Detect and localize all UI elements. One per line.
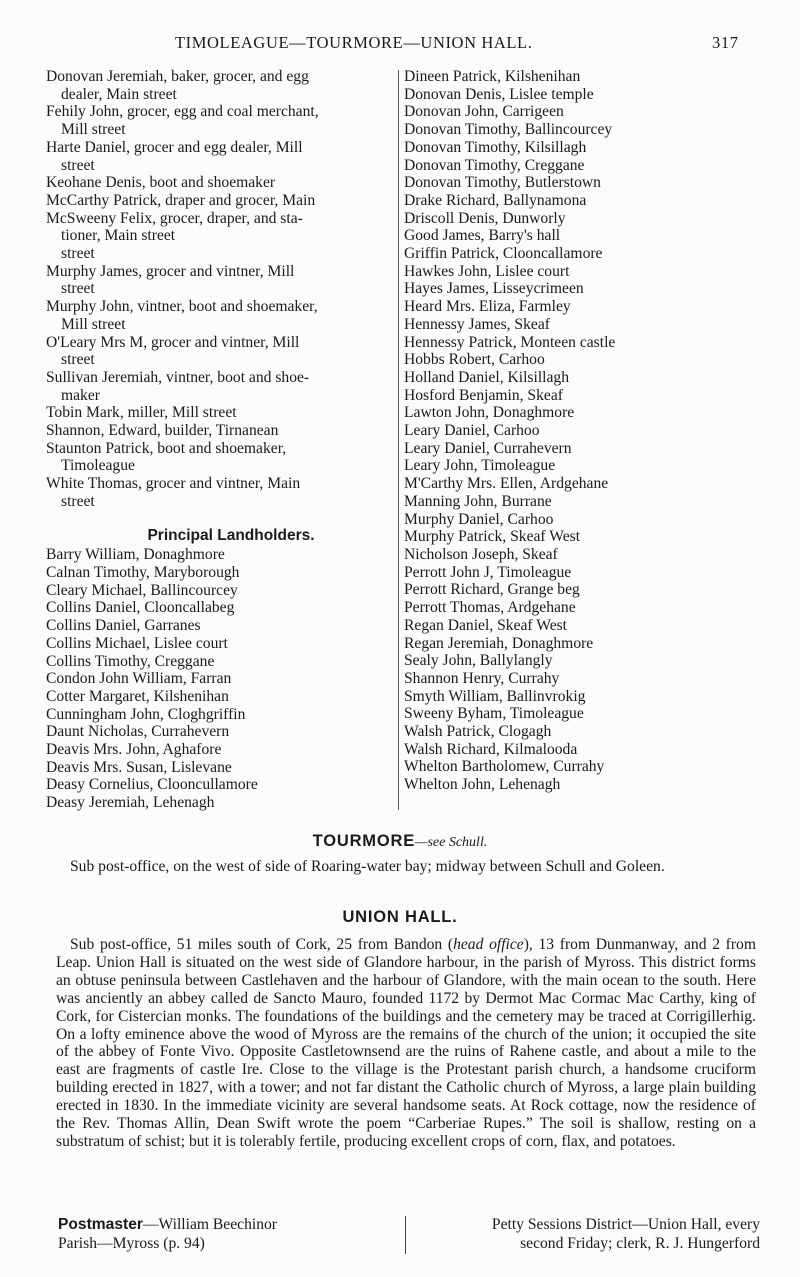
trader-entry	[46, 139, 386, 174]
landholder-entry: Whelton Bartholomew, Currahy	[404, 758, 605, 776]
landholder-entry: Shannon Henry, Currahy	[404, 669, 560, 687]
trader-name-line: McSweeny Felix, grocer, draper, and sta-	[46, 209, 303, 227]
trader-entry	[46, 68, 386, 103]
footer-right	[420, 1215, 760, 1253]
landholder-entry: Hennessy James, Skeaf	[404, 315, 550, 333]
landholder-entry: Nicholson Joseph, Skeaf	[404, 545, 558, 563]
tourmore-title: TOURMORE	[312, 832, 416, 850]
landholder-entry: Deasy Cornelius, Clooncullamore	[46, 776, 258, 794]
landholder-entry: Cleary Michael, Ballincourcey	[46, 581, 238, 599]
tourmore-heading	[0, 832, 800, 851]
landholder-entry: Hawkes John, Lislee court	[404, 262, 570, 280]
trader-name-line: Harte Daniel, grocer and egg dealer, Mill	[46, 138, 303, 156]
parish-value: —Myross (p. 94)	[96, 1235, 205, 1252]
landholder-entry: Walsh Richard, Kilmalooda	[404, 740, 578, 758]
landholder-entry: Perrott Thomas, Ardgehane	[404, 599, 576, 617]
landholder-entry: Driscoll Denis, Dunworly	[404, 209, 566, 227]
trader-entry	[46, 263, 386, 298]
trader-entry	[46, 192, 386, 210]
trader-name-line: Tobin Mark, miller, Mill street	[46, 404, 237, 422]
postmaster-line	[58, 1215, 398, 1234]
landholder-entry: Hobbs Robert, Carhoo	[404, 351, 545, 369]
landholder-entry: Sweeny Byham, Timoleague	[404, 705, 584, 723]
trader-name-line: Fehily John, grocer, egg and coal merchant,	[46, 103, 319, 121]
trader-continuation-line: maker	[61, 386, 100, 404]
landholder-entry: Deavis Mrs. John, Aghafore	[46, 741, 222, 759]
landholder-entry: Drake Richard, Ballynamona	[404, 191, 587, 209]
trader-name-line: Donovan Jeremiah, baker, grocer, and egg	[46, 68, 309, 85]
trader-continuation-line: street	[61, 156, 95, 174]
trader-entry	[46, 298, 386, 333]
landholders-list-right	[404, 68, 754, 794]
landholder-entry: Leary Daniel, Currahevern	[404, 439, 572, 457]
head-office-emphasis: head office	[453, 936, 524, 953]
petty-sessions-line-1: Petty Sessions District—Union Hall, every	[491, 1216, 760, 1233]
landholder-entry: Collins Daniel, Clooncallabeg	[46, 599, 235, 617]
column-divider	[398, 70, 399, 810]
landholder-entry: Sealy John, Ballylangly	[404, 652, 553, 670]
trader-entry	[46, 334, 386, 369]
trader-continuation-line: Timoleague	[61, 457, 135, 475]
landholder-entry: Daunt Nicholas, Currahevern	[46, 723, 230, 741]
landholder-entry: Collins Daniel, Garranes	[46, 617, 201, 635]
landholder-entry: Deasy Jeremiah, Lehenagh	[46, 794, 215, 812]
landholder-entry: Donovan Timothy, Kilsillagh	[404, 138, 587, 156]
page-number: 317	[712, 33, 739, 52]
trader-continuation-line: street	[61, 351, 95, 369]
trader-entry	[46, 174, 386, 192]
trader-entry	[46, 422, 386, 440]
union-hall-paragraph	[56, 936, 756, 1151]
landholder-entry: Griffin Patrick, Clooncallamore	[404, 245, 603, 263]
right-column	[404, 68, 754, 794]
trader-entry	[46, 103, 386, 138]
trader-continuation-line: dealer, Main street	[61, 85, 177, 103]
landholder-entry: Perrott John J, Timoleague	[404, 563, 572, 581]
landholder-entry: Holland Daniel, Kilsillagh	[404, 368, 570, 386]
tourmore-paragraph: Sub post-office, on the west of side of Roaring-water bay; midway between Schull and Goleen.	[70, 858, 665, 875]
union-hall-text-start: Sub post-office, 51 miles south of Cork, 25 from Bandon (	[70, 936, 454, 953]
landholder-entry: M'Carthy Mrs. Ellen, Ardgehane	[404, 475, 609, 493]
landholder-entry: Leary Daniel, Carhoo	[404, 422, 540, 440]
trader-entry	[46, 475, 386, 510]
landholder-entry: Collins Michael, Lislee court	[46, 634, 228, 652]
landholder-entry: Manning John, Burrane	[404, 492, 552, 510]
trader-name-line: Murphy John, vintner, boot and shoemaker,	[46, 298, 318, 316]
landholder-entry: Murphy Patrick, Skeaf West	[404, 528, 581, 546]
landholders-list-left	[46, 546, 386, 812]
trader-entry	[46, 210, 386, 263]
trader-continuation-line: tioner, Main street	[61, 227, 176, 245]
landholder-entry: Collins Timothy, Creggane	[46, 652, 215, 670]
trader-continuation-line: street	[61, 280, 95, 298]
trader-continuation-line: street	[61, 492, 95, 510]
footer-divider	[405, 1216, 406, 1254]
trader-name-line: Shannon, Edward, builder, Tirnanean	[46, 422, 279, 440]
trader-continuation-line: Mill street	[61, 121, 126, 139]
landholder-entry: Donovan Timothy, Creggane	[404, 156, 585, 174]
landholder-entry: Hennessy Patrick, Monteen castle	[404, 333, 616, 351]
trader-name-line: Keohane Denis, boot and shoemaker	[46, 174, 276, 192]
landholder-entry: Lawton John, Donaghmore	[404, 404, 575, 422]
parish-label: Parish	[58, 1235, 97, 1252]
landholder-entry: Walsh Patrick, Clogagh	[404, 723, 552, 741]
landholder-entry: Leary John, Timoleague	[404, 457, 556, 475]
landholder-entry: Donovan Timothy, Butlerstown	[404, 174, 601, 192]
trader-name-line: Staunton Patrick, boot and shoemaker,	[46, 439, 287, 457]
running-title: TIMOLEAGUE—TOURMORE—UNION HALL.	[175, 33, 533, 52]
landholder-entry: Regan Daniel, Skeaf West	[404, 616, 568, 634]
landholder-entry: Smyth William, Ballinvrokig	[404, 687, 586, 705]
postmaster-label: Postmaster	[58, 1216, 143, 1233]
landholder-entry: Hosford Benjamin, Skeaf	[404, 386, 563, 404]
trader-continuation-line: Mill street	[61, 315, 126, 333]
trader-name-line: McCarthy Patrick, draper and grocer, Main	[46, 191, 316, 209]
landholder-entry: Murphy Daniel, Carhoo	[404, 510, 554, 528]
trader-name-line: Murphy James, grocer and vintner, Mill	[46, 262, 295, 280]
landholder-entry: Calnan Timothy, Maryborough	[46, 563, 240, 581]
landholder-entry: Deavis Mrs. Susan, Lislevane	[46, 758, 232, 776]
landholder-entry: Condon John William, Farran	[46, 670, 232, 688]
union-hall-text-rest: ), 13 from Dunmanway, and 2 from Leap. Union Hall is situated on the west side of Glandore harbour, in the parish of Myross. This district forms an obtuse peninsula between Castlehaven and the harbour of Glandore, with the main ocean to the south. Here was anciently an abbey called de Sancto Mauro, founded 1172 by Dermot Mac Cormac Mac Carthy, king of Cork, for Cistercian monks. The foundations of the buildings and the cemetery may be traced at Corrigillerhig. On a lofty eminence above the wood of Myross are the remains of the church of the union; it occupied the site of the abbey of Fonte Vivo. Opposite Castletownsend are the ruins of Rahene castle, and about a mile to the east are fragments of castle Ire. Close to the village is the Protestant parish church, a handsome cruciform building erected in 1827, with a tower; and not far distant the Catholic church of Myross, a large plain building erected in 1830. In the immediate vicinity are several handsome seats. At Rock cottage, now the residence of the Rev. Thomas Allin, Dean Swift wrote the poem “Carberiae Rupes.” The soil is shallow, resting on a substratum of schist; but it is tolerably fertile, producing excellent crops of corn, flax, and potatoes.	[56, 936, 756, 1150]
timoleague-traders-list	[46, 68, 386, 511]
landholder-entry: Good James, Barry's hall	[404, 227, 561, 245]
landholder-entry: Dineen Patrick, Kilshenihan	[404, 68, 581, 85]
footer-left	[58, 1215, 398, 1253]
trader-name-line: Sullivan Jeremiah, vintner, boot and shoe-	[46, 368, 310, 386]
petty-sessions-line-2: second Friday; clerk, R. J. Hungerford	[520, 1235, 760, 1252]
trader-entry	[46, 404, 386, 422]
parish-line	[58, 1234, 398, 1253]
landholder-entry: Hayes James, Lisseycrimeen	[404, 280, 584, 298]
landholder-entry: Regan Jeremiah, Donaghmore	[404, 634, 594, 652]
trader-entry	[46, 369, 386, 404]
landholder-entry: Heard Mrs. Eliza, Farmley	[404, 298, 571, 316]
tourmore-see-reference: —see Schull.	[415, 835, 488, 850]
landholders-heading: Principal Landholders.	[147, 526, 315, 544]
landholder-entry: Donovan John, Carrigeen	[404, 103, 564, 121]
landholder-entry: Barry William, Donaghmore	[46, 546, 225, 564]
page-header	[0, 33, 800, 55]
landholder-entry: Whelton John, Lehenagh	[404, 776, 561, 794]
union-hall-heading: UNION HALL.	[342, 908, 458, 926]
landholder-entry: Donovan Timothy, Ballincourcey	[404, 121, 613, 139]
landholder-entry: Cunningham John, Cloghgriffin	[46, 705, 246, 723]
trader-name-line: White Thomas, grocer and vintner, Main	[46, 475, 301, 493]
landholder-entry: Perrott Richard, Grange beg	[404, 581, 580, 599]
trader-continuation-line: street	[61, 245, 95, 263]
left-column	[46, 68, 386, 812]
landholder-entry: Donovan Denis, Lislee temple	[404, 85, 594, 103]
postmaster-value: —William Beechinor	[142, 1216, 277, 1233]
trader-entry	[46, 440, 386, 475]
trader-name-line: O'Leary Mrs M, grocer and vintner, Mill	[46, 333, 300, 351]
landholder-entry: Cotter Margaret, Kilshenihan	[46, 687, 229, 705]
